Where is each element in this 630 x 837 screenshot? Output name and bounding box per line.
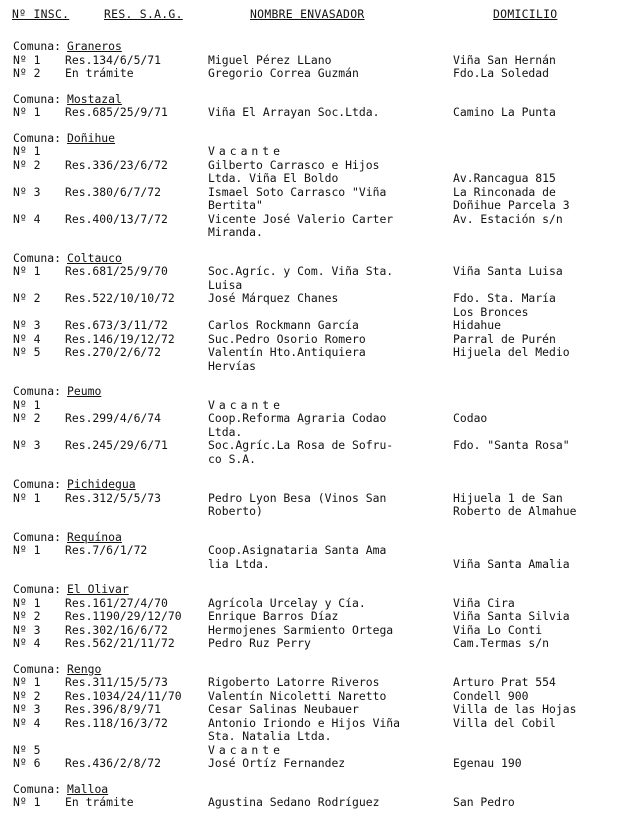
resolution: Res.270/2/6/72 (65, 345, 162, 359)
inscription-number: Nº 4 (13, 211, 41, 226)
resolution: Res.299/4/6/74 (65, 411, 162, 425)
resolution: Res.522/10/10/72 (65, 291, 175, 305)
comuna-name: Rengo (67, 661, 102, 676)
registry-list (0, 40, 630, 822)
registry-row (0, 717, 630, 731)
address: Viña San Hernán (453, 52, 556, 67)
registry-row (0, 558, 630, 572)
column-header (0, 8, 630, 24)
bottler-name: Coop.Reforma Agraria Codao (208, 411, 387, 425)
address: Fdo. Sta. María (453, 291, 556, 305)
registry-row (0, 399, 630, 413)
bottler-name: Vacante (208, 144, 285, 158)
inscription-number: Nº 2 (13, 66, 41, 80)
resolution: Res.436/2/8/72 (65, 756, 162, 770)
bottler-name: Cesar Salinas Neubauer (208, 702, 359, 716)
resolution: Res.134/6/5/71 (65, 52, 162, 67)
address: Hijuela del Medio (453, 345, 570, 359)
address: Los Bronces (453, 304, 529, 319)
registry-row (0, 226, 630, 240)
comuna-section (0, 93, 630, 120)
bottler-name: José Márquez Chanes (208, 291, 339, 305)
registry-row (0, 279, 630, 293)
resolution: Res.380/6/7/72 (65, 184, 162, 199)
registry-row (0, 54, 630, 68)
registry-row (0, 319, 630, 333)
bottler-name: Miguel Pérez LLano (208, 52, 332, 67)
header-res: RES. S.A.G. (104, 7, 183, 21)
address: Av.Rancagua 815 (453, 171, 556, 185)
registry-row (0, 159, 630, 173)
inscription-number: Nº 1 (13, 795, 41, 809)
comuna-label: Comuna: (13, 781, 62, 796)
comuna-section (0, 783, 630, 810)
resolution: Res.400/13/7/72 (65, 211, 168, 226)
comuna-heading (0, 132, 630, 146)
comuna-heading (0, 252, 630, 266)
comuna-name: Pichidegua (67, 477, 136, 491)
comuna-section (0, 40, 630, 81)
bottler-name: Pedro Ruz Perry (208, 636, 311, 650)
inscription-number: Nº 2 (13, 291, 41, 305)
bottler-name: Vicente José Valerio Carter (208, 211, 394, 226)
address: Viña Santa Silvia (453, 609, 570, 623)
registry-row (0, 67, 630, 81)
address: San Pedro (453, 795, 515, 809)
address: Parral de Purén (453, 331, 556, 346)
resolution: Res.1034/24/11/70 (65, 688, 182, 703)
bottler-name: Enrique Barros Díaz (208, 609, 339, 623)
registry-row (0, 744, 630, 758)
comuna-section (0, 531, 630, 572)
inscription-number: Nº 1 (13, 144, 41, 158)
bottler-name: Antonio Iriondo e Hijos Viña (208, 715, 401, 730)
bottler-name: co S.A. (208, 451, 257, 466)
registry-row (0, 186, 630, 200)
registry-row (0, 360, 630, 374)
registry-row (0, 492, 630, 506)
inscription-number: Nº 1 (13, 264, 41, 278)
bottler-name: Sta. Natalia Ltda. (208, 729, 332, 743)
comuna-label: Comuna: (13, 661, 62, 676)
resolution: Res.311/15/5/73 (65, 675, 168, 689)
address: Arturo Prat 554 (453, 675, 556, 689)
resolution: Res.7/6/1/72 (65, 543, 148, 557)
registry-row (0, 703, 630, 717)
inscription-number: Nº 4 (13, 636, 41, 650)
registry-row (0, 796, 630, 810)
comuna-label: Comuna: (13, 529, 62, 544)
header-domicilio: DOMICILIO (493, 7, 558, 21)
resolution: Res.336/23/6/72 (65, 157, 168, 172)
address: Viña Santa Amalia (453, 556, 570, 571)
inscription-number: Nº 3 (13, 622, 41, 637)
resolution: Res.146/19/12/72 (65, 331, 175, 346)
resolution: Res.673/3/11/72 (65, 318, 168, 332)
bottler-name: Ltda. (208, 424, 243, 439)
comuna-name: Requínoa (67, 529, 122, 544)
resolution: Res.681/25/9/70 (65, 264, 168, 278)
inscription-number: Nº 1 (13, 595, 41, 610)
registry-row (0, 676, 630, 690)
registry-row (0, 597, 630, 611)
address: Camino La Punta (453, 105, 556, 119)
address: Doñihue Parcela 3 (453, 198, 570, 212)
bottler-name: lia Ltda. (208, 556, 270, 571)
resolution: Res.562/21/11/72 (65, 636, 175, 650)
comuna-label: Comuna: (13, 582, 62, 596)
resolution: Res.245/29/6/71 (65, 438, 168, 452)
bottler-name: Valentín Hto.Antiquiera (208, 345, 366, 359)
address: Fdo.La Soledad (453, 66, 550, 80)
registry-row (0, 106, 630, 120)
comuna-name: El Olivar (67, 582, 129, 596)
comuna-label: Comuna: (13, 477, 62, 491)
inscription-number: Nº 6 (13, 756, 41, 770)
bottler-name: José Ortíz Fernandez (208, 756, 346, 770)
inscription-number: Nº 2 (13, 609, 41, 623)
comuna-heading (0, 663, 630, 677)
registry-row (0, 265, 630, 279)
inscription-number: Nº 3 (13, 184, 41, 199)
bottler-name: Suc.Pedro Osorio Romero (208, 331, 366, 346)
comuna-heading (0, 40, 630, 54)
comuna-label: Comuna: (13, 250, 62, 265)
inscription-number: Nº 4 (13, 715, 41, 730)
bottler-name: Luisa (208, 277, 243, 292)
comuna-name: Graneros (67, 39, 122, 53)
registry-row (0, 426, 630, 440)
bottler-name: Carlos Rockmann García (208, 318, 359, 332)
resolution: Res.161/27/4/70 (65, 595, 168, 610)
inscription-number: Nº 1 (13, 52, 41, 67)
bottler-name: Agrícola Urcelay y Cía. (208, 595, 366, 610)
comuna-heading (0, 583, 630, 597)
comuna-section (0, 583, 630, 651)
resolution: Res.685/25/9/71 (65, 105, 168, 119)
address: Viña Lo Conti (453, 622, 543, 637)
inscription-number: Nº 5 (13, 345, 41, 359)
address: Codao (453, 411, 488, 425)
bottler-name: Valentín Nicoletti Naretto (208, 688, 387, 703)
inscription-number: Nº 1 (13, 543, 41, 557)
address: Villa de las Hojas (453, 702, 577, 716)
resolution: Res.118/16/3/72 (65, 715, 168, 730)
resolution: En trámite (65, 795, 134, 809)
bottler-name: Viña El Arrayan Soc.Ltda. (208, 105, 380, 119)
bottler-name: Coop.Asignataria Santa Ama (208, 543, 387, 557)
registry-row (0, 213, 630, 227)
bottler-name: Hervías (208, 358, 257, 373)
address: Roberto de Almahue (453, 504, 577, 518)
address: Fdo. "Santa Rosa" (453, 438, 570, 452)
inscription-number: Nº 2 (13, 688, 41, 703)
bottler-name: Ltda. Viña El Boldo (208, 171, 339, 185)
resolution: En trámite (65, 66, 134, 80)
registry-row (0, 624, 630, 638)
comuna-heading (0, 93, 630, 107)
registry-row (0, 544, 630, 558)
bottler-name: Soc.Agríc. y Com. Viña Sta. (208, 264, 394, 278)
header-num: Nº INSC. (12, 7, 70, 21)
address: Viña Cira (453, 595, 515, 610)
address: La Rinconada de (453, 184, 556, 199)
registry-row (0, 306, 630, 320)
address: Villa del Cobil (453, 715, 556, 730)
bottler-name: Bertita" (208, 198, 263, 212)
registry-row (0, 172, 630, 186)
registry-row (0, 453, 630, 467)
comuna-name: Malloa (67, 781, 109, 796)
inscription-number: Nº 1 (13, 675, 41, 689)
comuna-name: Doñihue (67, 130, 116, 145)
inscription-number: Nº 5 (13, 742, 41, 757)
comuna-section (0, 252, 630, 374)
inscription-number: Nº 1 (13, 490, 41, 505)
comuna-section (0, 478, 630, 519)
inscription-number: Nº 2 (13, 411, 41, 425)
registry-row (0, 199, 630, 213)
comuna-heading (0, 385, 630, 399)
comuna-section (0, 663, 630, 771)
comuna-section (0, 132, 630, 240)
comuna-name: Mostazal (67, 91, 122, 106)
address: Egenau 190 (453, 756, 522, 770)
comuna-name: Peumo (67, 384, 102, 398)
bottler-name: Gregorio Correa Guzmán (208, 66, 359, 80)
registry-row (0, 637, 630, 651)
address: Hidahue (453, 318, 502, 332)
comuna-section (0, 385, 630, 466)
address: Hijuela 1 de San (453, 490, 563, 505)
inscription-number: Nº 4 (13, 331, 41, 346)
resolution: Res.396/8/9/71 (65, 702, 162, 716)
registry-row (0, 505, 630, 519)
inscription-number: Nº 1 (13, 105, 41, 119)
registry-row (0, 333, 630, 347)
inscription-number: Nº 2 (13, 157, 41, 172)
bottler-name: Gilberto Carrasco e Hijos (208, 157, 380, 172)
bottler-name: Agustina Sedano Rodríguez (208, 795, 380, 809)
address: Cam.Termas s/n (453, 636, 550, 650)
resolution: Res.302/16/6/72 (65, 622, 168, 637)
comuna-heading (0, 478, 630, 492)
registry-row (0, 145, 630, 159)
inscription-number: Nº 3 (13, 438, 41, 452)
resolution: Res.312/5/5/73 (65, 490, 162, 505)
registry-row (0, 292, 630, 306)
header-nombre: NOMBRE ENVASADOR (250, 7, 365, 21)
comuna-label: Comuna: (13, 384, 62, 398)
comuna-label: Comuna: (13, 39, 62, 53)
bottler-name: Miranda. (208, 225, 263, 239)
registry-row (0, 610, 630, 624)
bottler-name: Ismael Soto Carrasco "Viña (208, 184, 387, 199)
comuna-heading (0, 531, 630, 545)
bottler-name: Roberto) (208, 504, 263, 518)
registry-row (0, 730, 630, 744)
comuna-heading (0, 783, 630, 797)
bottler-name: Soc.Agríc.La Rosa de Sofru- (208, 438, 394, 452)
resolution: Res.1190/29/12/70 (65, 609, 182, 623)
registry-row (0, 690, 630, 704)
inscription-number: Nº 3 (13, 318, 41, 332)
comuna-label: Comuna: (13, 91, 62, 106)
registry-row (0, 412, 630, 426)
registry-row (0, 439, 630, 453)
inscription-number: Nº 1 (13, 397, 41, 412)
registry-row (0, 346, 630, 360)
registry-row (0, 757, 630, 771)
comuna-label: Comuna: (13, 130, 62, 145)
bottler-name: Vacante (208, 397, 285, 412)
address: Condell 900 (453, 688, 529, 703)
address: Av. Estación s/n (453, 211, 563, 226)
bottler-name: Pedro Lyon Besa (Vinos San (208, 490, 387, 505)
comuna-name: Coltauco (67, 250, 122, 265)
bottler-name: Rigoberto Latorre Riveros (208, 675, 380, 689)
bottler-name: Hermojenes Sarmiento Ortega (208, 622, 394, 637)
address: Viña Santa Luisa (453, 264, 563, 278)
inscription-number: Nº 3 (13, 702, 41, 716)
bottler-name: Vacante (208, 742, 285, 757)
